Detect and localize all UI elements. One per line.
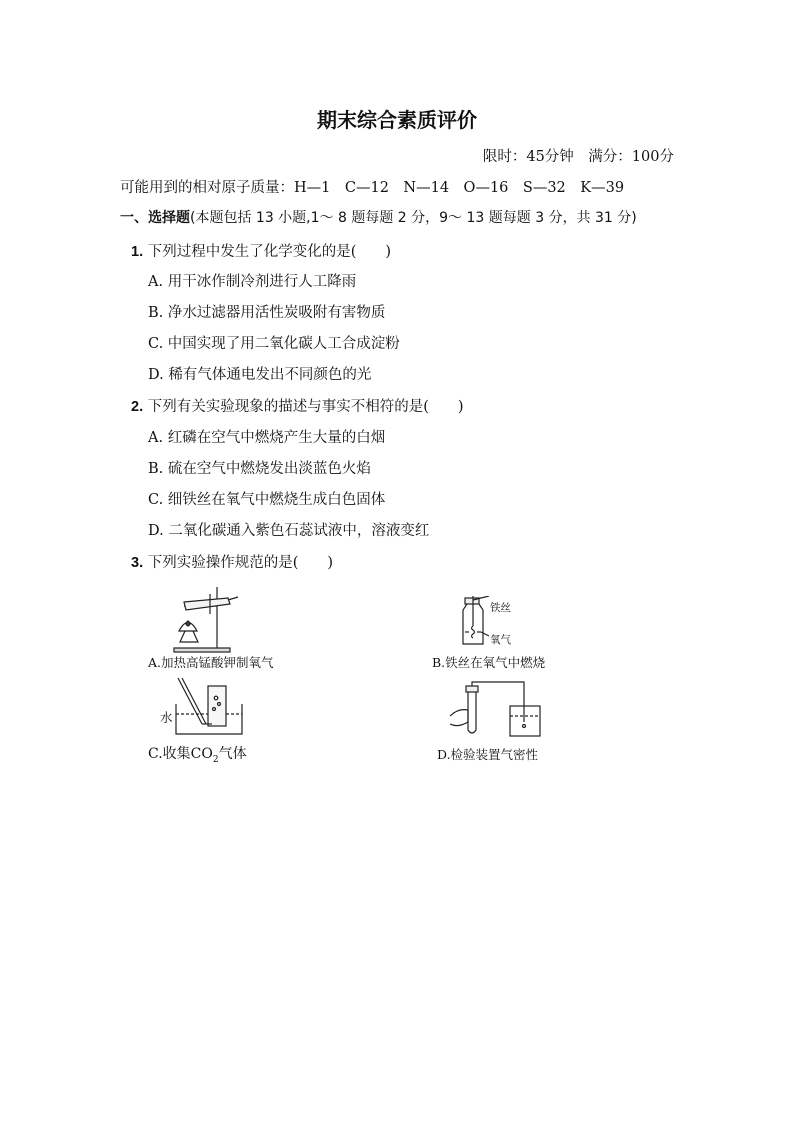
figure-a-caption: A.加热高锰酸钾制氧气 xyxy=(148,655,274,670)
question-stem: 下列实验操作规范的是( ) xyxy=(147,555,334,571)
section-title: 一、选择题 xyxy=(120,210,190,226)
page-title: 期末综合素质评价 xyxy=(317,108,477,132)
figure-c-caption xyxy=(148,743,247,765)
figure-c-caption-pre: C.收集CO xyxy=(148,746,213,762)
question-3 xyxy=(131,551,333,572)
q1-option-a: A. 用干冰作制冷剂进行人工降雨 xyxy=(148,274,357,290)
atomic-masses: 可能用到的相对原子质量：H—1 C—12 N—14 O—16 S—32 K—39 xyxy=(120,180,625,196)
question-2 xyxy=(131,395,464,416)
figure-b-label-gas: 氧气 xyxy=(490,634,511,646)
question-number: 3. xyxy=(131,555,144,571)
q2-option-a: A. 红磷在空气中燃烧产生大量的白烟 xyxy=(148,430,386,446)
q1-option-d: D. 稀有气体通电发出不同颜色的光 xyxy=(148,367,372,383)
figure-c-label-water: 水 xyxy=(160,710,173,725)
figure-c-water-collection xyxy=(172,676,246,738)
figure-d-airtightness-check xyxy=(448,678,548,740)
question-1 xyxy=(131,240,391,261)
time-limit: 限时：45分钟 满分：100分 xyxy=(482,149,674,165)
question-stem: 下列过程中发生了化学变化的是( ) xyxy=(147,244,392,260)
section-heading xyxy=(120,207,637,227)
figure-d-caption: D.检验装置气密性 xyxy=(437,747,539,762)
figure-a-heating-apparatus xyxy=(170,584,250,654)
figure-c-caption-sub: 2 xyxy=(212,754,219,765)
section-note: (本题包括 13 小题,1～ 8 题每题 2 分，9～ 13 题每题 3 分，共 31 分) xyxy=(190,210,637,226)
figure-b-label-wire: 铁丝 xyxy=(490,602,511,614)
q2-option-b: B. 硫在空气中燃烧发出淡蓝色火焰 xyxy=(148,461,371,477)
q1-option-b: B. 净水过滤器用活性炭吸附有害物质 xyxy=(148,305,386,321)
question-stem: 下列有关实验现象的描述与事实不相符的是( ) xyxy=(147,399,464,415)
q1-option-c: C. 中国实现了用二氧化碳人工合成淀粉 xyxy=(148,336,400,352)
question-number: 2. xyxy=(131,399,144,415)
question-number: 1. xyxy=(131,244,144,260)
q2-option-c: C. 细铁丝在氧气中燃烧生成白色固体 xyxy=(148,492,386,508)
q2-option-d: D. 二氧化碳通入紫色石蕊试液中，溶液变红 xyxy=(148,523,430,539)
figure-c-caption-post: 气体 xyxy=(218,746,247,762)
figure-b-caption: B.铁丝在氧气中燃烧 xyxy=(432,655,546,670)
